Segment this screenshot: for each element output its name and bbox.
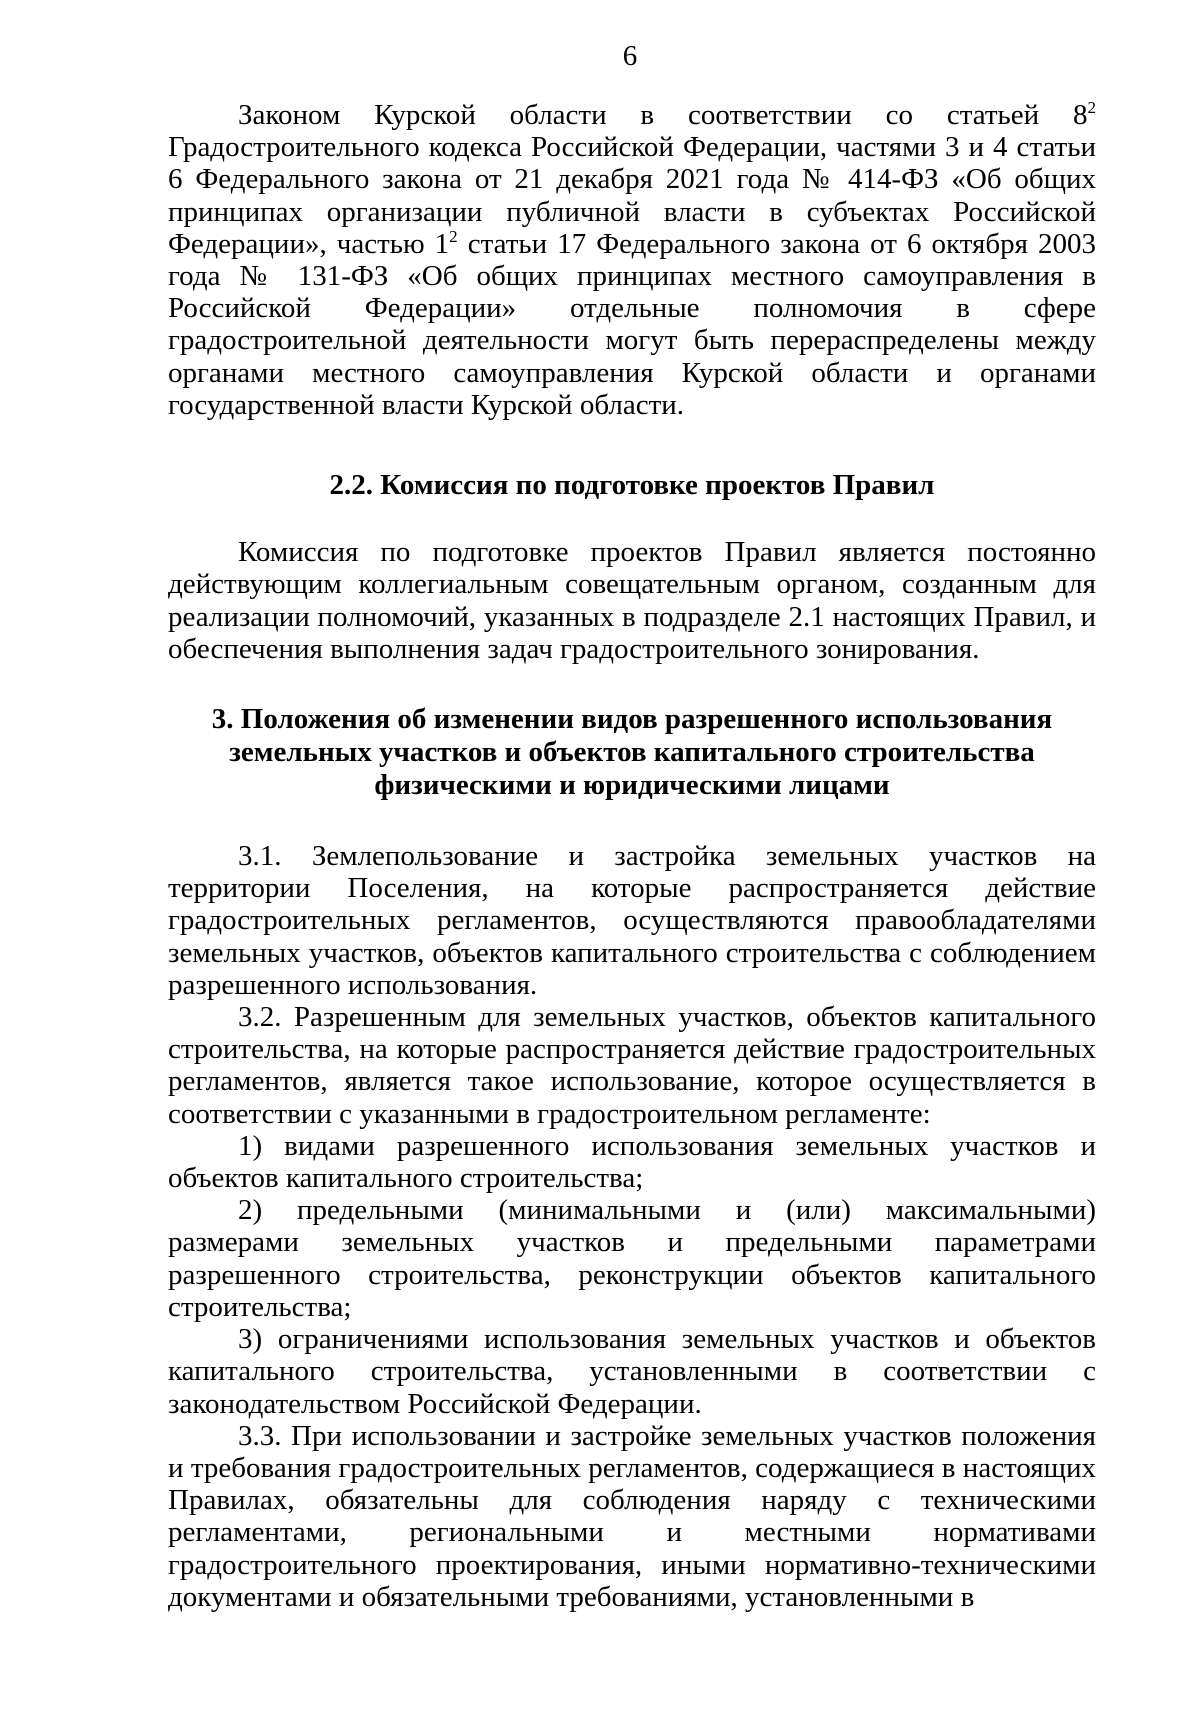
superscript: 2 (1087, 98, 1096, 117)
section-3-heading: 3. Положения об изменении видов разрешенного использования земельных участков и объектов капитального строительства физическими и юридическими лицами (211, 703, 1053, 802)
list-item-3: 3) ограничениями использования земельных участков и объектов капитального строительства, установленными в соответствии с законодательством Российской Федерации. (168, 1323, 1096, 1420)
list-item-1: 1) видами разрешенного использования земельных участков и объектов капитального строительства; (168, 1129, 1096, 1195)
paragraph-3-3: 3.3. При использовании и застройке земельных участков положения и требования градостроительных регламентов, содержащиеся в настоящих Правилах, обязательны для соблюдения наряду с техническими регламентами, региональными и местными нормативами градостроительного проектирования, иными нормативно-техническими документами и обязательными требованиями, установленными в (168, 1419, 1096, 1613)
intro-paragraph: Законом Курской области в соответствии со статьей $8^2$ Градостроительного кодекса Российской Федерации, частями 3 и 4 статьи 6 Федерального закона от 21 декабря 2021 года № 414-ФЗ «Об общих принципах организации публичной власти в субъектах Российской Федерации», частью $1^2$ статьи 17 Федерального закона от 6 октября 2003 года № 131-ФЗ «Об общих принципах местного самоуправления в Российской Федерации» отдельные полномочия в сфере градостроительной деятельности могут быть перераспределены между органами местного самоуправления Курской области и органами государственной власти Курской области. (168, 98, 1096, 421)
superscript: 2 (449, 226, 458, 246)
page-number: 6 (622, 40, 638, 72)
paragraph-3-1: 3.1. Землепользование и застройка земельных участков на территории Поселения, на которые распространяется действие градостроительных регламентов, осуществляются правообладателями земельных участков, объектов капитального строительства с соблюдением разрешенного использования. (168, 840, 1096, 1001)
document-body (168, 99, 1096, 1613)
section-2-2-heading: 2.2. Комиссия по подготовке проектов Правил (329, 469, 935, 502)
list-item-2: 2) предельными (минимальными и (или) максимальными) размерами земельных участков и предельными параметрами разрешенного строительства, реконструкции объектов капитального строительства; (168, 1194, 1096, 1323)
section-2-2-paragraph: Комиссия по подготовке проектов Правил является постоянно действующим коллегиальным совещательным органом, созданным для реализации полномочий, указанных в подразделе 2.1 настоящих Правил, и обеспечения выполнения задач градостроительного зонирования. (168, 536, 1096, 665)
paragraph-3-2: 3.2. Разрешенным для земельных участков, объектов капитального строительства, на которые распространяется действие градостроительных регламентов, является такое использование, которое осуществляется в соответствии с указанными в градостроительном регламенте: (168, 1001, 1096, 1130)
